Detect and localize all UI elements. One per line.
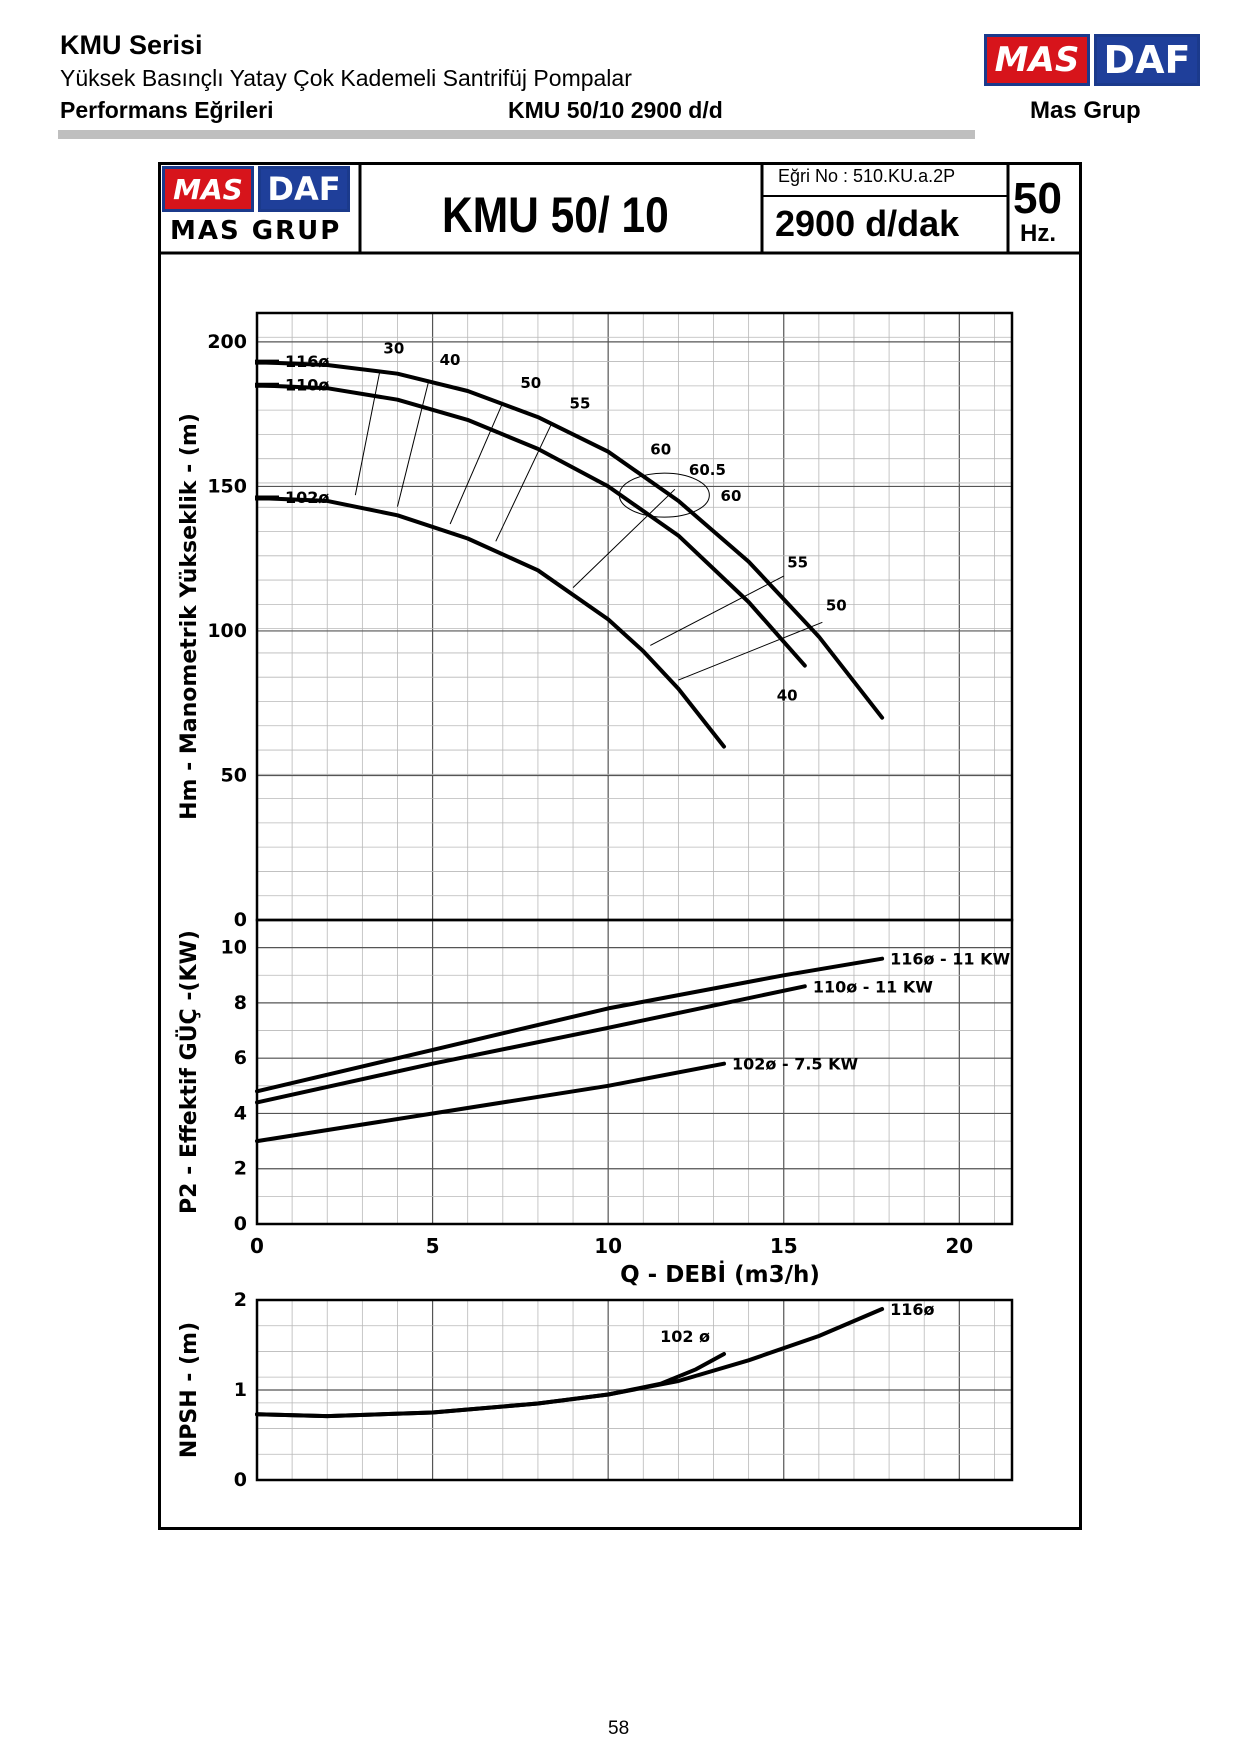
npsh-panel	[257, 1300, 1012, 1480]
npsh-y-tick-label: 1	[233, 1379, 247, 1401]
head-y-tick-label: 0	[233, 909, 247, 931]
head-efficiency-line	[397, 379, 429, 506]
x-tick-label: 5	[425, 1234, 440, 1258]
head-efficiency-line	[450, 403, 503, 524]
power-series-line	[257, 986, 805, 1102]
head-diameter-label: 110ø	[285, 375, 330, 395]
x-tick-label: 20	[945, 1234, 974, 1258]
series-subtitle: Yüksek Basınçlı Yatay Çok Kademeli Santrifüj Pompalar	[60, 65, 632, 91]
page-number: 58	[608, 1718, 630, 1739]
head-efficiency-label: 60	[720, 486, 742, 505]
model-label: KMU 50/10 2900 d/d	[508, 97, 723, 123]
head-efficiency-line	[355, 371, 380, 495]
head-efficiency-label: 50	[825, 596, 847, 615]
head-efficiency-label: 40	[439, 351, 461, 370]
frequency-unit: Hz.	[1020, 220, 1056, 247]
power-series-label: 116ø - 11 KW	[890, 949, 1011, 969]
sheet-logo-mas: MAS	[162, 166, 254, 212]
head-panel	[257, 313, 1012, 920]
head-frame	[257, 313, 1012, 920]
sheet-logo-grup: MAS GRUP	[170, 216, 342, 246]
head-efficiency-label: 60	[650, 440, 672, 459]
head-efficiency-line	[496, 423, 552, 542]
power-y-axis-label: P2 - Effektif GÜÇ -(KW)	[177, 930, 202, 1214]
x-tick-label: 0	[250, 1234, 264, 1258]
head-y-axis-label: Hm - Manometrik Yükseklik - (m)	[177, 413, 202, 820]
x-axis-label: Q - DEBİ (m3/h)	[620, 1262, 820, 1288]
npsh-series-label: 102 ø	[660, 1327, 711, 1346]
head-efficiency-label: 50	[520, 374, 542, 393]
head-diameter-label: 116ø	[285, 352, 330, 372]
series-title: KMU Serisi	[60, 30, 203, 60]
x-tick-label: 10	[594, 1234, 623, 1258]
logo-daf: DAF	[1094, 34, 1200, 86]
sheet-logo-daf: DAF	[258, 166, 350, 212]
logo-mas: MAS	[984, 34, 1090, 86]
npsh-y-axis-label: NPSH - (m)	[177, 1321, 202, 1459]
head-efficiency-line	[573, 489, 675, 587]
head-y-tick-label: 150	[207, 475, 247, 498]
head-series-line	[257, 362, 882, 718]
head-y-tick-label: 200	[207, 330, 247, 353]
npsh-y-tick-label: 2	[233, 1289, 247, 1311]
speed-label: 2900 d/dak	[775, 203, 960, 244]
head-efficiency-label: 55	[787, 553, 809, 572]
x-tick-label: 15	[769, 1234, 798, 1258]
head-efficiency-label: 40	[776, 686, 798, 705]
power-y-tick-label: 0	[233, 1213, 247, 1235]
head-efficiency-peak-loop	[619, 473, 709, 517]
power-y-tick-label: 4	[233, 1102, 247, 1125]
power-series-label: 110ø - 11 KW	[812, 977, 933, 997]
head-efficiency-label: 55	[569, 394, 591, 413]
npsh-series-label: 116ø	[890, 1300, 935, 1319]
head-series-line	[257, 385, 805, 665]
head-y-tick-label: 100	[207, 619, 247, 642]
power-y-tick-label: 6	[233, 1047, 247, 1070]
head-efficiency-line	[650, 576, 783, 645]
power-series-label: 102ø - 7.5 KW	[732, 1054, 859, 1074]
head-y-tick-label: 50	[220, 764, 247, 787]
company-label: Mas Grup	[1030, 97, 1141, 124]
curve-number: Eğri No : 510.KU.a.2P	[778, 166, 956, 186]
npsh-y-tick-label: 0	[233, 1469, 247, 1491]
frequency-value: 50	[1013, 174, 1062, 223]
head-efficiency-label: 30	[383, 339, 405, 358]
power-y-tick-label: 10	[220, 936, 247, 959]
head-diameter-label: 102ø	[285, 487, 330, 507]
power-y-tick-label: 8	[233, 991, 247, 1014]
sheet-model-title: KMU 50/ 10	[442, 187, 669, 243]
power-y-tick-label: 2	[233, 1157, 247, 1180]
performance-label: Performans Eğrileri	[60, 97, 274, 123]
head-efficiency-label: 60.5	[688, 460, 726, 479]
